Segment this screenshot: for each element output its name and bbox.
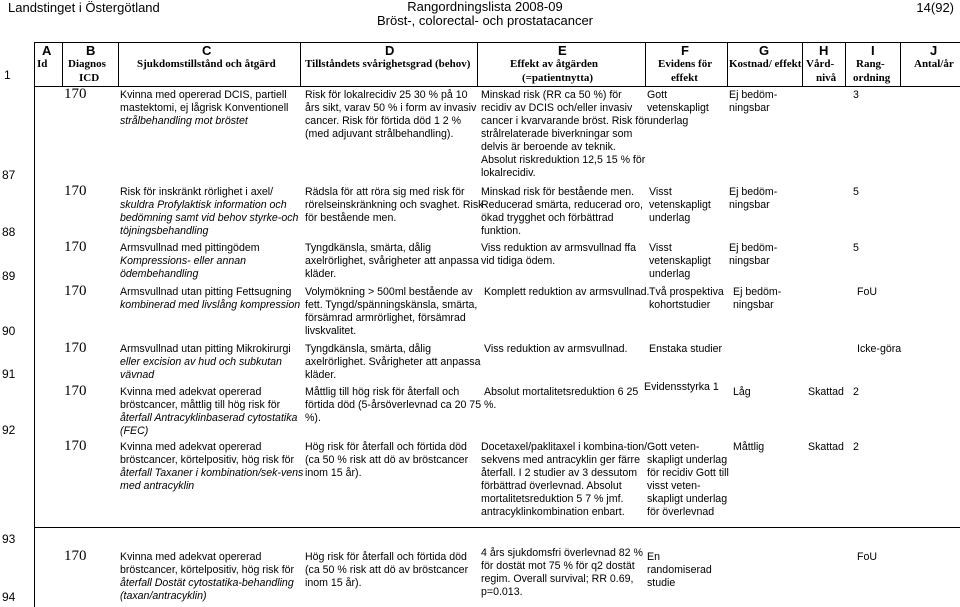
table-cell: Visst vetenskapligt underlag [649,186,711,224]
col-vardniva: Vård- [806,58,835,70]
col-letter-h: H [819,43,829,58]
table-cell: Evidensstyrka 1 [644,381,719,393]
table-cell: Ej bedöm- ningsbar [729,89,778,114]
col-letter-c: C [202,43,212,58]
table-cell: Tyngdkänsla, smärta, dålig axelrörlighet. Svårigheter att anpassa kläder. [305,343,481,381]
grid-line [645,42,646,86]
table-cell: Kvinna med adekvat opererad bröstcancer, måttlig till hög risk för återfall Antracyklinbaserad cytostatika (FEC) [120,386,298,437]
col-id: Id [37,58,48,70]
table-cell: Volymökning > 500ml bestående av fett. Tyngd/spänningskänsla, smärta, försämrad armrörlighet, försämrad livskvalitet. [305,286,478,337]
table-cell: Armsvullnad utan pitting Fettsugning kombinerad med livslång kompression [120,286,301,311]
header-left: Landstinget i Östergötland [8,0,160,15]
header-title: Rangordningslista 2008-09 [407,0,563,14]
rank-value: Icke-göra [857,343,902,355]
col-letter-j: J [930,43,938,58]
table-cell: Enstaka studier [649,343,723,355]
col-tillstand: Tillståndets svårighetsgrad (behov) [305,58,471,70]
table-cell: Gott veten- skapligt underlag för recidiv Gott till visst veten- skapligt underlag för överlevnad [647,441,729,518]
icd-code: 170 [64,183,87,199]
rank-value: 2 [853,386,859,398]
col-kostnad: Kostnad/ effekt [729,58,802,70]
row-number: 91 [2,367,16,381]
page-number: 14(92) [916,0,954,15]
row-number: 92 [2,423,16,437]
table-cell: Måttlig [733,441,765,453]
row-number: 88 [2,225,16,239]
icd-code: 170 [64,340,87,356]
table-cell: Risk för lokalrecidiv 25 30 % på 10 års sikt, varav 50 % i form av invasiv cancer. Risk för förtida död 1 2 % (med adjuvant strålbehandling). [305,89,477,140]
table-cell: 4 års sjukdomsfri överlevnad 82 % för dostät mot 75 % för q2 dostät regim. Overall survival; RR 0.69, p=0.013. [481,547,643,598]
table-cell: Viss reduktion av armsvullnad ffa vid tidiga ödem. [481,242,637,267]
grid-line [34,42,35,607]
col-letter-e: E [558,43,567,58]
rank-value: FoU [857,286,878,298]
grid-line [802,42,803,86]
table-cell: Kvinna med adekvat opererad bröstcancer, körtelpositiv, hög risk för återfall Taxaner i kombination/sek-vens med antracyklin [120,441,304,492]
row-number: 89 [2,269,16,283]
table-cell: Risk för inskränkt rörlighet i axel/ skuldra Profylaktisk information och bedömning samt vid behov styrke-och töjningsbehandling [120,186,299,237]
col-antal: Antal/år [914,58,954,70]
icd-code: 170 [64,438,87,454]
rank-value: 2 [853,441,859,453]
table-cell: Rädsla för att röra sig med risk för rörelseinskränkning och svaghet. Risk för bestående men. [305,186,484,224]
col-rang: Rang- [856,58,885,70]
col-letter-i: I [871,43,875,58]
grid-line [34,86,960,87]
icd-code: 170 [64,383,87,399]
table-cell: Skattad [808,386,844,398]
table-cell: Måttlig till hög risk för återfall och förtida död (5-årsöverlevnad ca 20 75 %). [305,386,482,424]
col-rang-sub: ordning [853,72,891,84]
table-cell: Absolut mortalitetsreduktion 6 25 %. [484,386,639,411]
table-cell: Skattad [808,441,844,453]
table-cell: Komplett reduktion av armsvullnad. [484,286,650,298]
table-cell: Hög risk för återfall och förtida död (ca 50 % risk att dö av bröstcancer inom 15 år). [305,441,469,479]
table-cell: Kvinna med adekvat opererad bröstcancer, körtelpositiv, hög risk för återfall Dostät cytostatika-behandling (taxan/antracyklin) [120,551,295,602]
row-number: 90 [2,324,16,338]
col-sjukdom: Sjukdomstillstånd och åtgärd [137,58,276,70]
header-subtitle: Bröst-, colorectal- och prostatacancer [376,13,594,28]
table-cell: Två prospektiva kohortstudier [649,286,724,311]
icd-code: 170 [64,283,87,299]
col-icd: ICD [79,72,100,84]
grid-line [34,527,960,528]
col-evidens: Evidens för [658,58,713,70]
table-cell: Minskad risk (RR ca 50 %) för recidiv av DCIS och/eller invasiv cancer i kvarvarande bröst. Risk för strålrelaterade biverkningar som delvis är beroende av teknik. Absolut riskreduktion 12,5 15 % för lokalrecidiv. [481,89,648,179]
grid-line [727,42,728,86]
grid-line [900,42,901,86]
rank-value: FoU [857,551,878,563]
col-diagnos: Diagnos [68,58,106,70]
table-cell: Låg [733,386,751,398]
table-cell: En randomiserad studie [647,551,712,589]
col-letter-b: B [86,43,96,58]
rank-value: 5 [853,242,859,254]
table-cell: Visst vetenskapligt underlag [649,242,711,280]
table-cell: Ej bedöm- ningsbar [729,242,778,267]
grid-line [300,42,301,86]
grid-line [62,42,63,86]
col-letter-g: G [759,43,770,58]
table-cell: Hög risk för återfall och förtida död (ca 50 % risk att dö av bröstcancer inom 15 år). [305,551,469,589]
row-number: 94 [2,590,16,604]
row-number: 93 [2,532,16,546]
table-cell: Minskad risk för bestående men. Reducerad smärta, reducerad oro, ökad trygghet och förbättrad funktion. [481,186,643,237]
col-vardniva-sub: nivå [816,72,837,84]
table-cell: Viss reduktion av armsvullnad. [484,343,628,355]
grid-line [845,42,846,86]
rank-value: 5 [853,186,859,198]
grid-line [477,42,478,86]
icd-code: 170 [64,548,87,564]
table-cell: Armsvullnad utan pitting Mikrokirurgi eller excision av hud och subkutan vävnad [120,343,291,381]
icd-code: 170 [64,239,87,255]
icd-code: 170 [64,86,87,102]
table-cell: Tyngdkänsla, smärta, dålig axelrörlighet, svårigheter att anpassa kläder. [305,242,479,280]
col-letter-a: A [42,43,52,58]
rank-value: 3 [853,89,859,101]
table-cell: Ej bedöm- ningsbar [733,286,782,311]
table-cell: Kvinna med opererad DCIS, partiell mastektomi, ej lågrisk Konventionell strålbehandling mot bröstet [120,89,289,127]
grid-line [118,42,119,86]
col-evidens-sub: effekt [671,72,698,84]
table-cell: Ej bedöm- ningsbar [729,186,778,211]
col-letter-f: F [681,43,689,58]
col-effekt: Effekt av åtgärden [510,58,598,70]
row-number-1: 1 [4,68,11,82]
table-cell: Armsvullnad med pittingödem Kompressions- eller annan ödembehandling [120,242,260,280]
row-number: 87 [2,168,16,182]
col-effekt-sub: (=patientnytta) [522,72,594,84]
table-cell: Gott vetenskapligt underlag [647,89,709,127]
table-cell: Docetaxel/paklitaxel i kombina-tion/ sekvens med antracyklin ger färre återfall. I 2 studier av 3 dessutom förbättrad överlevnad. Absolut mortalitetsreduktion 5 7 % jmf. antracyklinkombination enbart. [481,441,648,518]
col-letter-d: D [385,43,395,58]
